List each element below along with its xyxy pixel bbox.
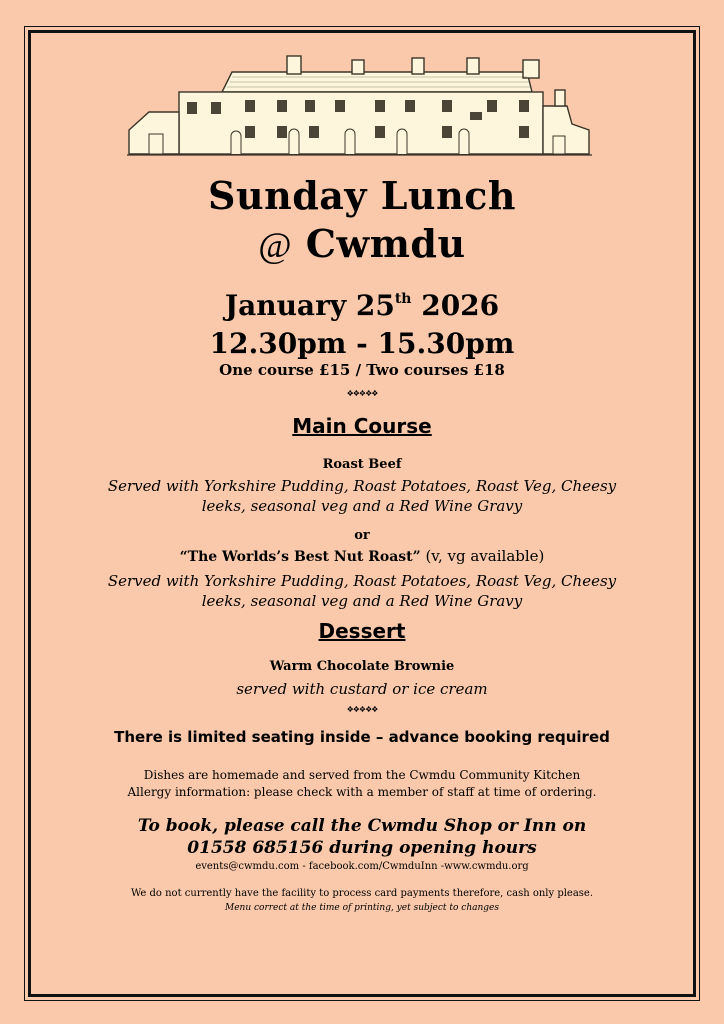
dessert-heading: Dessert [318, 619, 406, 643]
booking-info: To book, please call the Cwmdu Shop or Inn on 01558 685156 during opening hours [0, 815, 724, 859]
poster-title [0, 172, 724, 269]
inn-building-illustration [127, 46, 592, 158]
main-course-heading: Main Course [292, 414, 432, 438]
dish-brownie: Warm Chocolate Brownie [269, 659, 455, 674]
booking-phone: 01558 685156 during opening hours [187, 838, 537, 858]
ornament-divider: ❖❖❖❖❖ [346, 705, 378, 714]
dish-nut-roast: “The Worlds’s Best Nut Roast” (v, vg available) [179, 547, 545, 565]
dish-roast-beef-desc: Served with Yorkshire Pudding, Roast Potatoes, Roast Veg, Cheesy leeks, seasonal veg and a Red Wine Gravy [107, 477, 617, 515]
seating-notice: There is limited seating inside – advance booking required [114, 728, 610, 746]
ornament-divider: ❖❖❖❖❖ [346, 389, 378, 398]
dish-roast-beef: Roast Beef [322, 457, 402, 472]
contact-links: events@cwmdu.com - facebook.com/CwmduInn -www.cwmdu.org [195, 861, 529, 872]
venue-name: Cwmdu [305, 221, 466, 266]
title-line-2 [0, 220, 724, 269]
event-datetime [0, 280, 724, 363]
dish-nut-roast-desc: Served with Yorkshire Pudding, Roast Potatoes, Roast Veg, Cheesy leeks, seasonal veg and a Red Wine Gravy [107, 572, 617, 610]
title-line-1: Sunday Lunch [208, 173, 516, 218]
or-separator: or [354, 528, 370, 543]
dish-brownie-desc: served with custard or ice cream [236, 680, 488, 698]
event-time: 12.30pm - 15.30pm [209, 327, 515, 360]
disclaimer: Menu correct at the time of printing, yet subject to changes [225, 903, 499, 913]
at-sign: @ [258, 225, 293, 265]
kitchen-info: Dishes are homemade and served from the Cwmdu Community Kitchen Allergy information: please check with a member of staff at time of ordering. [127, 768, 597, 799]
event-date: January 25th 2026 [224, 289, 500, 322]
pricing: One course £15 / Two courses £18 [219, 361, 505, 379]
payment-note: We do not currently have the facility to process card payments therefore, cash only please. [130, 888, 594, 899]
